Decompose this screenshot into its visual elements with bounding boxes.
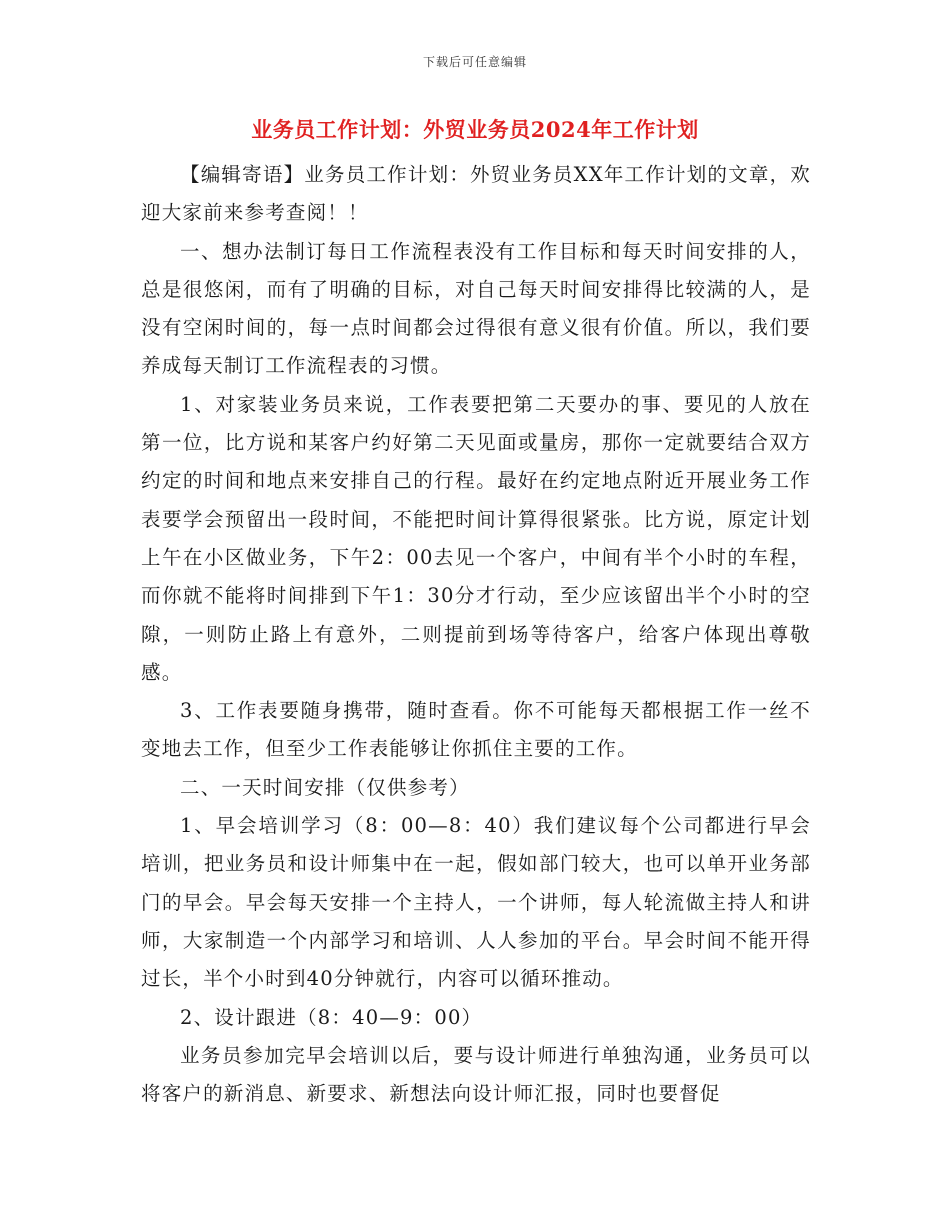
paragraph-design-followup: 业务员参加完早会培训以后，要与设计师进行单独沟通，业务员可以将客户的新消息、新要求、新想法向设计师汇报，同时也要督促 bbox=[141, 1043, 811, 1106]
paragraph-design-followup-heading: 2、设计跟进（8：40—9：00） bbox=[180, 1005, 483, 1029]
paragraph-morning-meeting: 1、早会培训学习（8：00—8：40）我们建议每个公司都进行早会培训，把业务员和设计师集中在一起，假如部门较大，也可以单开业务部门的早会。早会每天安排一个主持人，一个讲师，每人轮流做主持人和讲师，大家制造一个内部学习和培训、人人参加的平台。早会时间不能开得过长，半个小时到40分钟就行，内容可以循环推动。 bbox=[141, 814, 811, 991]
document-body bbox=[141, 156, 811, 1113]
paragraph-item-3: 3、工作表要随身携带，随时查看。你不可能每天都根据工作一丝不变地去工作，但至少工作表能够让你抓住主要的工作。 bbox=[141, 699, 811, 761]
paragraph-section-1: 一、想办法制订每日工作流程表没有工作目标和每天时间安排的人，总是很悠闲，而有了明确的目标，对自己每天时间安排得比较满的人，是没有空闲时间的，每一点时间都会过得很有意义很有价值。所以，我们要养成每天制订工作流程表的习惯。 bbox=[141, 239, 811, 378]
paragraph-editor-note: 【编辑寄语】业务员工作计划：外贸业务员XX年工作计划的文章，欢迎大家前来参考查阅！！ bbox=[141, 163, 811, 225]
header-note: 下载后可任意编辑 bbox=[422, 55, 527, 69]
document-title: 业务员工作计划：外贸业务员2024年工作计划 bbox=[251, 117, 699, 142]
paragraph-section-2: 二、一天时间安排（仅供参考） bbox=[180, 775, 470, 799]
paragraph-item-1: 1、对家装业务员来说，工作表要把第二天要办的事、要见的人放在第一位，比方说和某客户约好第二天见面或量房，那你一定就要结合双方约定的时间和地点来安排自己的行程。最好在约定地点附近开展业务工作表要学会预留出一段时间，不能把时间计算得很紧张。比方说，原定计划上午在小区做业务，下午2：00去见一个客户，中间有半个小时的车程，而你就不能将时间排到下午1：30分才行动，至少应该留出半个小时的空隙，一则防止路上有意外，二则提前到场等待客户，给客户体现出尊敬感。 bbox=[141, 392, 811, 684]
